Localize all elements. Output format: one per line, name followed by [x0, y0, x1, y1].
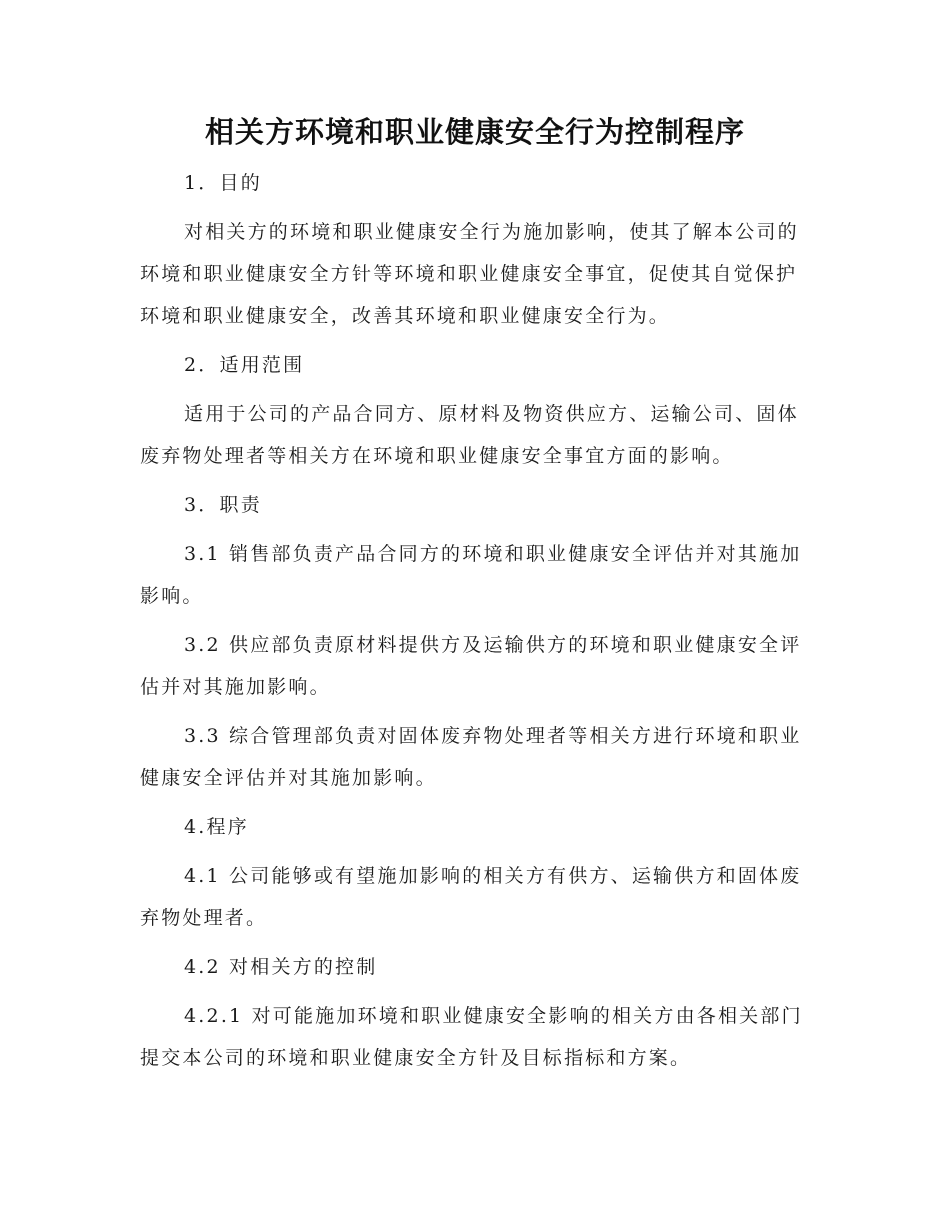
paragraph-purpose: 对相关方的环境和职业健康安全行为施加影响，使其了解本公司的环境和职业健康安全方针等环境和职业健康安全事宜，促使其自觉保护环境和职业健康安全，改善其环境和职业健康安全行为。 — [140, 221, 799, 327]
paragraph-procedure-4-2-1: 4.2.1 对可能施加环境和职业健康安全影响的相关方由各相关部门提交本公司的环境和职业健康安全方针及目标指标和方案。 — [140, 1005, 803, 1069]
section-heading-scope: 2．适用范围 — [184, 354, 305, 376]
subsection-heading-4-2: 4.2 对相关方的控制 — [184, 956, 378, 978]
section-heading-purpose: 1．目的 — [184, 172, 262, 194]
section-heading-responsibilities: 3．职责 — [184, 494, 262, 516]
document-title: 相关方环境和职业健康安全行为控制程序 — [204, 115, 745, 149]
document-body — [140, 162, 804, 1086]
paragraph-procedure-4-1: 4.1 公司能够或有望施加影响的相关方有供方、运输供方和固体废弃物处理者。 — [140, 865, 802, 929]
paragraph-responsibility-3-3: 3.3 综合管理部负责对固体废弃物处理者等相关方进行环境和职业健康安全评估并对其施加影响。 — [140, 725, 802, 789]
paragraph-responsibility-3-2: 3.2 供应部负责原材料提供方及运输供方的环境和职业健康安全评估并对其施加影响。 — [140, 634, 802, 698]
paragraph-scope: 适用于公司的产品合同方、原材料及物资供应方、运输公司、固体废弃物处理者等相关方在环境和职业健康安全事宜方面的影响。 — [140, 403, 799, 467]
paragraph-responsibility-3-1: 3.1 销售部负责产品合同方的环境和职业健康安全评估并对其施加影响。 — [140, 543, 802, 607]
section-heading-procedure: 4.程序 — [184, 816, 249, 838]
